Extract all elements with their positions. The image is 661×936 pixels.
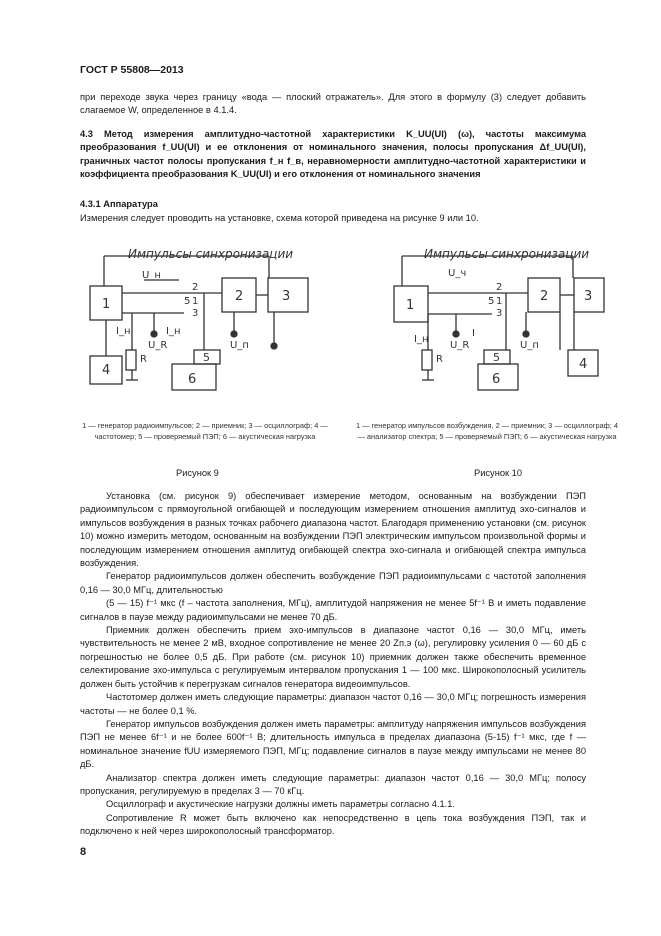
- fig10-voltage-up: U_п: [520, 340, 539, 351]
- section-4-3-heading: 4.3 Метод измерения амплитудно-частотной характеристики K_UU(UI) (ω), частоты максимума преобразования f_UU(UI) и ее отклонения от номинального значения, полосы пропускания Δf_UU(UI), граничных частот полосы пропускания f_н f_в, неравномерности амплитудно-частотной характеристики и коэффициента преобразования K_UU(UI) и его отклонения от номинального значения: [80, 129, 586, 180]
- fig10-node-1: 1: [496, 296, 503, 307]
- fig9-voltage-up: U_п: [230, 340, 249, 351]
- fig10-node-5: 5: [488, 296, 495, 307]
- paragraph: [80, 812, 586, 839]
- fig9-node-3: 3: [192, 308, 199, 319]
- figure-9-label: Рисунок 9: [176, 468, 219, 478]
- section-4-3-1-heading: 4.3.1 Аппаратура: [80, 199, 158, 209]
- paragraph: [80, 691, 586, 718]
- paragraph-text: (5 — 15) f⁻¹ мкс (f – частота заполнения, МГц), амплитудой напряжения не менее 5f⁻¹ В и иметь подавление сигналов в паузе между радиоимпульсами не менее 70 дБ.: [80, 598, 586, 622]
- fig9-block-5-label: 5: [203, 351, 210, 364]
- fig10-block-1-label: 1: [406, 298, 415, 313]
- fig9-block-4-label: 4: [102, 363, 111, 378]
- fig10-block-6-label: 6: [492, 372, 501, 387]
- fig9-block-3-label: 3: [282, 289, 291, 304]
- fig10-voltage-uch: U_ч: [448, 268, 467, 279]
- fig10-block-3-label: 3: [584, 289, 593, 304]
- fig10-current-i: I: [472, 328, 475, 339]
- fig9-resistor-label: R: [140, 354, 147, 365]
- fig9-voltage-ur: U_R: [148, 340, 168, 351]
- fig9-block-6-label: 6: [188, 372, 197, 387]
- paragraph: [80, 772, 586, 799]
- document-header: ГОСТ Р 55808—2013: [80, 64, 184, 76]
- fig10-resistor: [422, 350, 432, 370]
- page-number: 8: [80, 846, 87, 858]
- fig10-block-2-label: 2: [540, 289, 549, 304]
- paragraph: [80, 624, 586, 691]
- paragraph: [80, 798, 586, 811]
- paragraph: [80, 718, 586, 772]
- fig9-sync-label: Импульсы синхронизации: [128, 247, 294, 261]
- fig9-resistor: [126, 350, 136, 370]
- fig9-block-1-label: 1: [102, 297, 111, 312]
- fig10-node-3: 3: [496, 308, 503, 319]
- paragraph-text: Анализатор спектра должен иметь следующие параметры: диапазон частот 0,16 — 30,0 МГц; полосу пропускания, регулируемую в пределах 3 — 70 кГц.: [80, 772, 586, 796]
- fig10-resistor-label: R: [436, 354, 443, 365]
- fig10-voltage-ur: U_R: [450, 340, 470, 351]
- paragraph: [80, 490, 586, 570]
- fig10-node-2: 2: [496, 282, 503, 293]
- fig9-node-1: 1: [192, 296, 199, 307]
- section-4-3-1-text: Измерения следует проводить на установке, схема которой приведена на рисунке 9 или 10.: [80, 213, 479, 223]
- paragraph-text: Частотомер должен иметь следующие параметры: диапазон частот 0,16 — 30,0 МГц; погрешность измерения частоты — не более 0,1 %.: [80, 692, 586, 716]
- fig10-block-5-label: 5: [493, 351, 500, 364]
- figure-9-caption: 1 — генератор радиоимпульсов; 2 — приемник; 3 — осциллограф; 4 — частотомер; 5 — проверяемый ПЭП; 6 — акустическая нагрузка: [82, 421, 328, 441]
- fig9-current-in-1: I_н: [116, 326, 131, 337]
- fig9-node-5: 5: [184, 296, 191, 307]
- fig10-block-4-label: 4: [579, 357, 588, 372]
- paragraph-text: Генератор радиоимпульсов должен обеспечить возбуждение ПЭП радиоимпульсами с частотой заполнения 0,16 — 30,0 МГц, длительностью: [80, 571, 586, 595]
- fig10-sync-label: Импульсы синхронизации: [424, 247, 590, 261]
- body-text: [80, 490, 586, 839]
- paragraph-text: Установка (см. рисунок 9) обеспечивает измерение методом, основанным на возбуждении ПЭП радиоимпульсом с прямоугольной огибающей и последующим измерением отношения амплитуд эхо-сигналов и импульсов возбуждения в разных точках рабочего диапазона частот. Благодаря применению установки (см. рисунок 10) можно измерить методом, основанным на возбуждении ПЭП электрическим импульсом произвольной формы и последующим измерением отношения амплитуд огибающей спектра эхо-сигнала и огибающей спектра импульса возбуждения.: [80, 491, 586, 569]
- paragraph-text: Приемник должен обеспечить прием эхо-импульсов в диапазоне частот 0,16 — 30,0 МГц, иметь чувствительность не менее 2 мВ, входное сопротивление не менее 20 Zп.э (ω), регулировку усиления 0 — 60 дБ с погрешностью не более 0,5 дБ. При работе (см. рисунок 10) приемник должен также обеспечить временное селектирование эхо-импульса с регулируемым интервалом пропускания 1 — 100 мкс. Широкополосный усилитель должен быть устойчив к перегрузкам сигналов генератора видеоимпульсов.: [80, 625, 586, 689]
- fig9-current-in-2: I_н: [166, 326, 181, 337]
- paragraph-text: Сопротивление R может быть включено как непосредственно в цепь тока возбуждения ПЭП, так и подключено к ней через широкополосный трансформатор.: [80, 812, 586, 837]
- paragraph-text: Генератор импульсов возбуждения должен иметь параметры: амплитуду напряжения импульсов возбуждения ПЭП не менее 6f⁻¹ и не более 600f⁻¹ В; длительность импульса в пределах диапазона (5-15) f⁻¹ мкс, где f — номинальное значение fUU измеряемого ПЭП, МГц; подавление сигналов в паузе между импульсами не менее 80 дБ.: [80, 718, 586, 770]
- figure-9-schematic: [84, 238, 324, 418]
- figure-10-schematic: [388, 238, 618, 418]
- paragraph: [80, 597, 586, 624]
- paragraph-text: Осциллограф и акустические нагрузки должны иметь параметры согласно 4.1.1.: [106, 799, 456, 810]
- fig10-current-in: I_н: [414, 334, 429, 345]
- figure-10-label: Рисунок 10: [474, 468, 522, 478]
- fig9-voltage-un: U_н: [142, 270, 161, 281]
- figure-10-caption: 1 — генератор импульсов возбуждения, 2 — приемник; 3 — осциллограф; 4 — анализатор спектра; 5 — проверяемый ПЭП; 6 — акустическая нагрузка: [356, 421, 618, 441]
- intro-paragraph: при переходе звука через границу «вода — плоский отражатель». Для этого в формулу (3) следует добавить слагаемое W, определенное в 4.1.4.: [80, 92, 586, 116]
- fig9-block-2-label: 2: [235, 289, 244, 304]
- fig9-node-2: 2: [192, 282, 199, 293]
- paragraph: [80, 570, 586, 597]
